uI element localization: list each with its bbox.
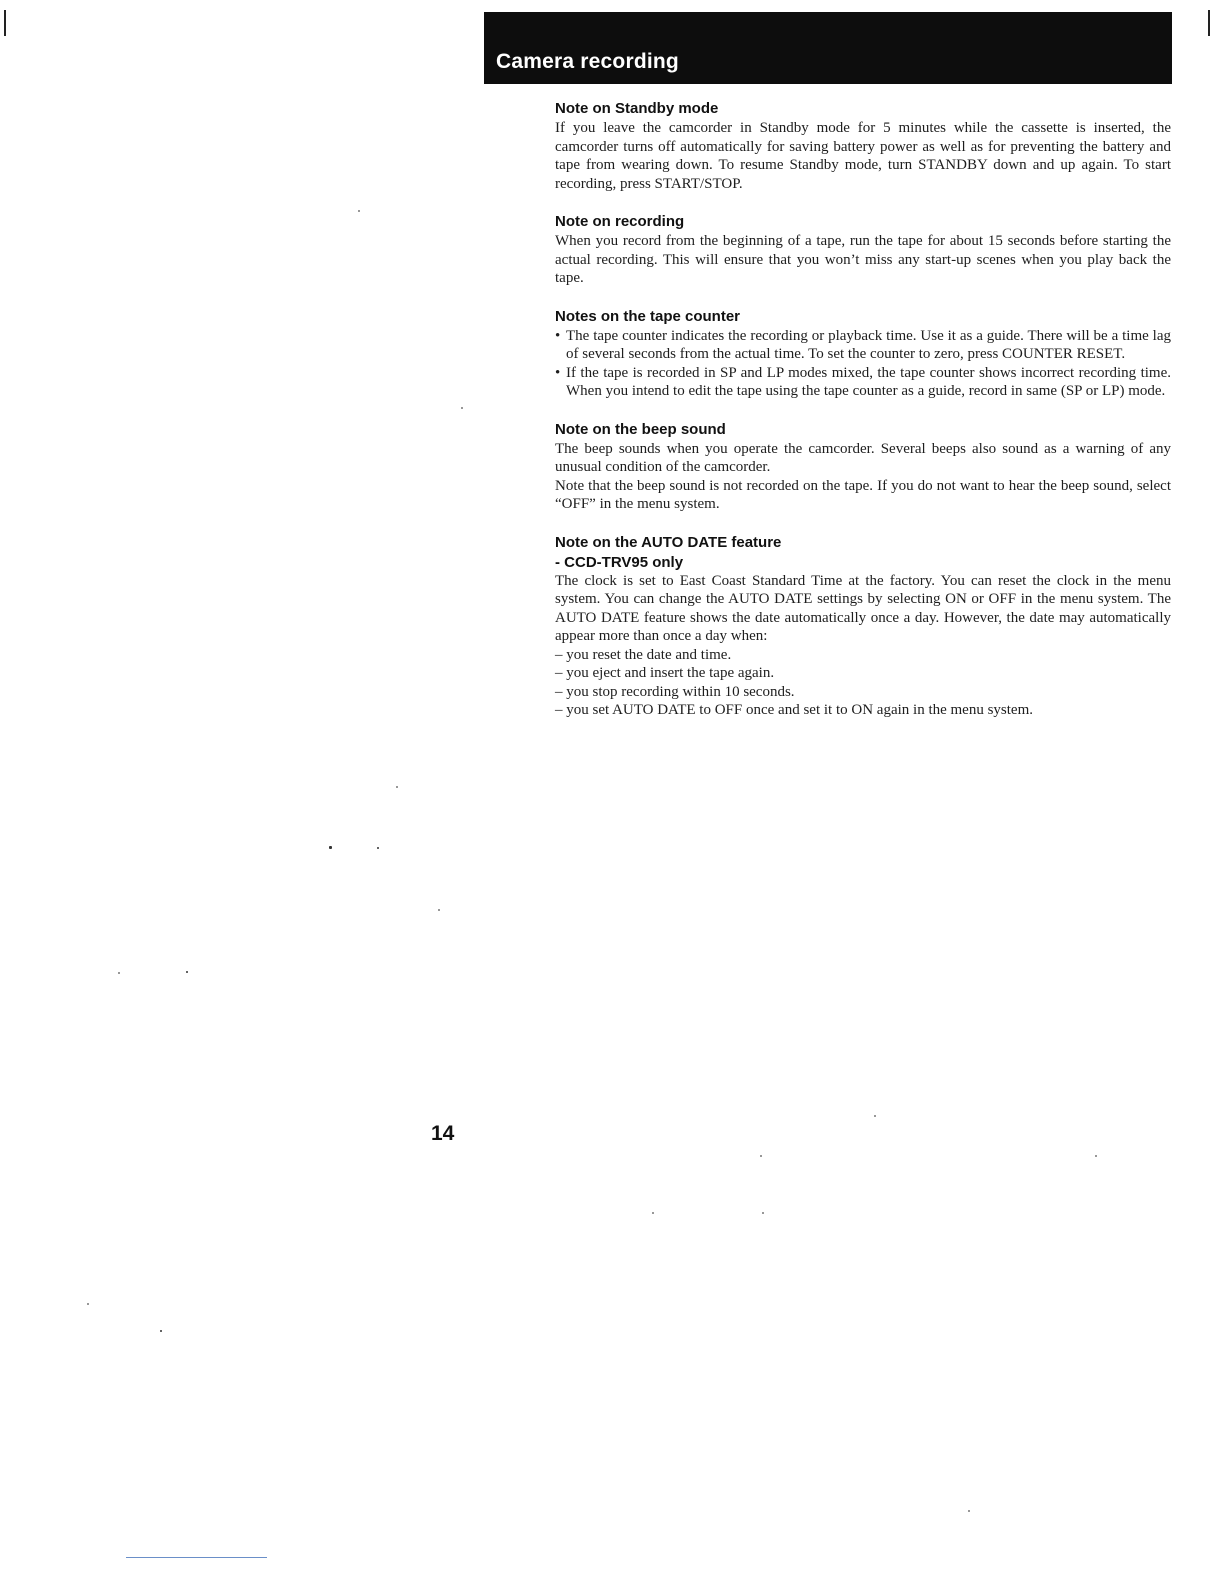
section-paragraph: When you record from the beginning of a tape, run the tape for about 15 seconds before starting the actual recording. This will ensure that you won’t miss any start-up scenes when you play back the tape. [555, 233, 1171, 286]
bullet-item [555, 327, 1171, 364]
section-paragraph: The clock is set to East Coast Standard Time at the factory. You can reset the clock in the menu system. You can change the AUTO DATE settings by selecting ON or OFF in the menu system. The AUTO DATE feature shows the date automatically once a day. However, the date may automatically appear more than once a day when: [555, 572, 1171, 644]
section-heading: Note on recording [555, 213, 685, 230]
scan-speck [118, 972, 120, 974]
page-title: Camera recording [496, 50, 679, 73]
scan-speck [87, 1303, 89, 1305]
scan-bottom-rule [126, 1557, 267, 1558]
manual-content [555, 98, 1171, 738]
bullet-text: If the tape is recorded in SP and LP modes mixed, the tape counter shows incorrect recording time. When you intend to edit the tape using the tape counter as a guide, record in same (SP or LP) mode. [566, 364, 1171, 399]
scan-speck [438, 909, 440, 911]
section-heading: Notes on the tape counter [555, 307, 741, 325]
scan-speck [329, 846, 332, 849]
list-item: – you set AUTO DATE to OFF once and set it to ON again in the menu system. [555, 702, 1034, 718]
scan-speck [760, 1155, 762, 1157]
dash-list [555, 646, 1171, 720]
section-heading: Note on Standby mode [555, 100, 719, 117]
scan-speck [377, 847, 379, 849]
section-paragraph: If you leave the camcorder in Standby mode for 5 minutes while the cassette is inserted, the camcorder turns off automatically for saving battery power as well as for preventing the battery and tape from wearing down. To resume Standby mode, turn STANDBY down and up again. To start recording, press START/STOP. [555, 120, 1171, 192]
scan-speck [461, 407, 463, 409]
list-item: – you reset the date and time. [555, 646, 732, 663]
bullet-icon: • [555, 327, 561, 344]
scan-speck [186, 971, 188, 973]
page-number: 14 [431, 1122, 455, 1145]
scan-speck [968, 1510, 970, 1512]
section-beep-sound [555, 419, 1171, 514]
section-tape-counter [555, 306, 1171, 401]
bullet-text: The tape counter indicates the recording or playback time. Use it as a guide. There will be a time lag of several seconds from the actual time. To set the counter to zero, press COUNTER RESET. [566, 327, 1171, 362]
bullet-item [555, 364, 1171, 401]
scan-speck [1095, 1155, 1097, 1157]
section-paragraph: Note that the beep sound is not recorded on the tape. If you do not want to hear the beep sound, select “OFF” in the menu system. [555, 477, 1171, 512]
section-recording [555, 211, 1171, 288]
scan-edge-mark-right [1208, 10, 1210, 36]
scan-speck [874, 1115, 876, 1117]
scan-speck [358, 210, 360, 212]
bullet-list [555, 327, 1171, 401]
section-paragraph: The beep sounds when you operate the camcorder. Several beeps also sound as a warning of any unusual condition of the camcorder. [555, 440, 1171, 475]
scan-speck [160, 1330, 162, 1332]
section-heading: Note on the AUTO DATE feature [555, 533, 782, 551]
scan-speck [652, 1212, 654, 1214]
section-subheading: - CCD-TRV95 only [555, 553, 684, 571]
list-item: – you eject and insert the tape again. [555, 665, 775, 681]
list-item: – you stop recording within 10 seconds. [555, 683, 795, 700]
section-heading: Note on the beep sound [555, 420, 726, 438]
bullet-icon: • [555, 364, 561, 381]
section-auto-date [555, 532, 1171, 720]
scan-speck [762, 1212, 764, 1214]
section-header-bar [484, 12, 1172, 84]
scan-edge-mark-left [4, 10, 6, 36]
scan-speck [396, 786, 398, 788]
section-standby-mode [555, 98, 1171, 193]
